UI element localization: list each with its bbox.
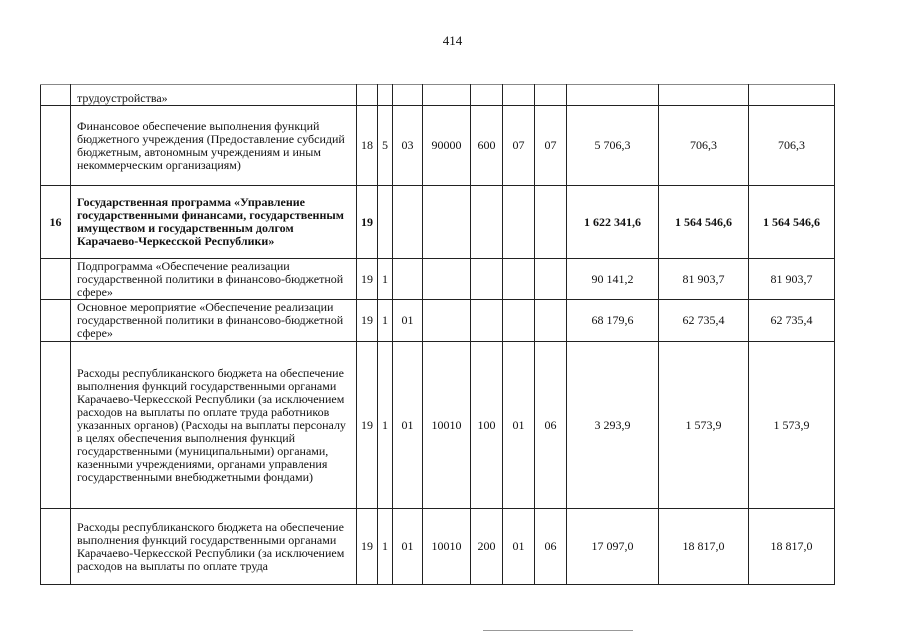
code-pr bbox=[535, 85, 567, 106]
code-rz bbox=[503, 186, 535, 259]
code-pr: 06 bbox=[535, 509, 567, 585]
amount-year-2 bbox=[659, 85, 749, 106]
amount-year-2: 1 573,9 bbox=[659, 342, 749, 509]
code-direction bbox=[423, 85, 471, 106]
page-number: 414 bbox=[442, 33, 463, 48]
row-number bbox=[41, 85, 71, 106]
amount-year-3: 18 817,0 bbox=[749, 509, 835, 585]
row-number: 16 bbox=[41, 186, 71, 259]
code-pr bbox=[535, 300, 567, 342]
amount-year-1: 17 097,0 bbox=[567, 509, 659, 585]
code-pp: 1 bbox=[378, 259, 393, 300]
code-om: 01 bbox=[393, 342, 423, 509]
row-name: Подпрограмма «Обеспечение реализации государственной политики в финансово-бюджетной сфере» bbox=[71, 259, 357, 300]
code-direction bbox=[423, 186, 471, 259]
code-rz bbox=[503, 259, 535, 300]
code-pp: 5 bbox=[378, 106, 393, 186]
code-vr bbox=[471, 300, 503, 342]
code-pp: 1 bbox=[378, 342, 393, 509]
code-vr: 100 bbox=[471, 342, 503, 509]
row-name: Финансовое обеспечение выполнения функций бюджетного учреждения (Предоставление субсидий бюджетным, автономным учреждениям и иным некоммерческим организациям) bbox=[71, 106, 357, 186]
code-vr bbox=[471, 186, 503, 259]
amount-year-3: 1 564 546,6 bbox=[749, 186, 835, 259]
code-vr: 600 bbox=[471, 106, 503, 186]
code-rz bbox=[503, 300, 535, 342]
code-gp: 19 bbox=[357, 509, 378, 585]
code-rz: 01 bbox=[503, 342, 535, 509]
amount-year-1: 90 141,2 bbox=[567, 259, 659, 300]
code-pr: 07 bbox=[535, 106, 567, 186]
code-direction bbox=[423, 259, 471, 300]
code-gp: 19 bbox=[357, 259, 378, 300]
amount-year-3 bbox=[749, 85, 835, 106]
code-direction: 10010 bbox=[423, 509, 471, 585]
budget-table-wrapper bbox=[40, 84, 835, 585]
budget-table bbox=[40, 84, 835, 585]
row-number bbox=[41, 509, 71, 585]
code-gp: 19 bbox=[357, 186, 378, 259]
code-vr bbox=[471, 85, 503, 106]
code-pr: 06 bbox=[535, 342, 567, 509]
amount-year-1: 5 706,3 bbox=[567, 106, 659, 186]
code-gp: 18 bbox=[357, 106, 378, 186]
code-om: 01 bbox=[393, 509, 423, 585]
table-row bbox=[41, 186, 835, 259]
amount-year-3: 81 903,7 bbox=[749, 259, 835, 300]
code-gp bbox=[357, 85, 378, 106]
amount-year-1 bbox=[567, 85, 659, 106]
row-name: Основное мероприятие «Обеспечение реализации государственной политики в финансово-бюджетной сфере» bbox=[71, 300, 357, 342]
row-name: Расходы республиканского бюджета на обеспечение выполнения функций государственными органами Карачаево-Черкесской Республики (за исключением расходов на выплаты по оплате труда bbox=[71, 509, 357, 585]
code-pp bbox=[378, 85, 393, 106]
code-om: 01 bbox=[393, 300, 423, 342]
amount-year-2: 1 564 546,6 bbox=[659, 186, 749, 259]
amount-year-3: 1 573,9 bbox=[749, 342, 835, 509]
amount-year-2: 81 903,7 bbox=[659, 259, 749, 300]
amount-year-1: 68 179,6 bbox=[567, 300, 659, 342]
code-rz: 01 bbox=[503, 509, 535, 585]
amount-year-1: 1 622 341,6 bbox=[567, 186, 659, 259]
code-om: 03 bbox=[393, 106, 423, 186]
code-om bbox=[393, 259, 423, 300]
code-pp: 1 bbox=[378, 509, 393, 585]
code-pp bbox=[378, 186, 393, 259]
code-pr bbox=[535, 186, 567, 259]
amount-year-2: 706,3 bbox=[659, 106, 749, 186]
code-rz: 07 bbox=[503, 106, 535, 186]
row-number bbox=[41, 342, 71, 509]
table-row bbox=[41, 300, 835, 342]
row-number bbox=[41, 259, 71, 300]
code-direction: 90000 bbox=[423, 106, 471, 186]
code-direction bbox=[423, 300, 471, 342]
amount-year-2: 18 817,0 bbox=[659, 509, 749, 585]
amount-year-1: 3 293,9 bbox=[567, 342, 659, 509]
code-pp: 1 bbox=[378, 300, 393, 342]
amount-year-3: 706,3 bbox=[749, 106, 835, 186]
code-gp: 19 bbox=[357, 300, 378, 342]
row-number bbox=[41, 300, 71, 342]
row-name: Государственная программа «Управление государственными финансами, государственным имуществом и государственным долгом Карачаево-Черкесской Республики» bbox=[71, 186, 357, 259]
code-om bbox=[393, 85, 423, 106]
table-row bbox=[41, 85, 835, 106]
row-name: трудоустройства» bbox=[71, 85, 357, 106]
table-row bbox=[41, 259, 835, 300]
code-direction: 10010 bbox=[423, 342, 471, 509]
scan-artifact-line bbox=[483, 630, 633, 631]
code-gp: 19 bbox=[357, 342, 378, 509]
amount-year-3: 62 735,4 bbox=[749, 300, 835, 342]
table-row bbox=[41, 342, 835, 509]
code-om bbox=[393, 186, 423, 259]
code-rz bbox=[503, 85, 535, 106]
amount-year-2: 62 735,4 bbox=[659, 300, 749, 342]
table-row bbox=[41, 509, 835, 585]
code-pr bbox=[535, 259, 567, 300]
code-vr: 200 bbox=[471, 509, 503, 585]
code-vr bbox=[471, 259, 503, 300]
row-number bbox=[41, 106, 71, 186]
row-name: Расходы республиканского бюджета на обеспечение выполнения функций государственными органами Карачаево-Черкесской Республики (за исключением расходов на выплаты по оплате труда работников указанных органов) (Расходы на выплаты персоналу в целях обеспечения выполнения функций государственными (муниципальными) органами, казенными учреждениями, органами управления государственными внебюджетными фондами) bbox=[71, 342, 357, 509]
budget-table-body bbox=[41, 85, 835, 585]
table-row bbox=[41, 106, 835, 186]
